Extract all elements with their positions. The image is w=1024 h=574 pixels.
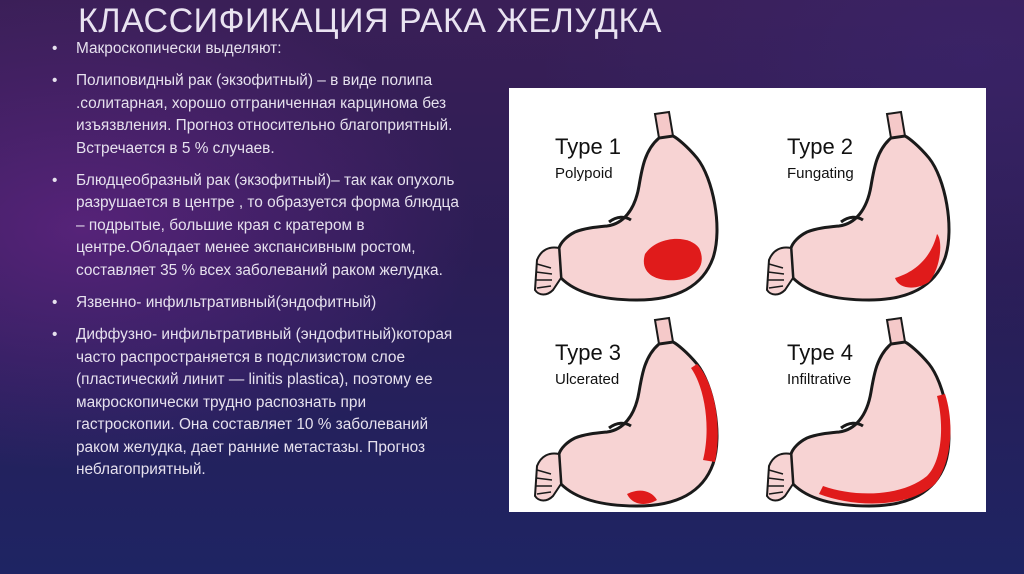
panel-type-label: Type 3 [555,340,622,365]
panel-type-label: Type 4 [787,340,854,365]
panel-type-3 [535,318,718,506]
bullet-item [50,70,460,160]
stomach-types-diagram [509,88,986,512]
slide-title: КЛАССИФИКАЦИЯ РАКА ЖЕЛУДКА [78,2,662,40]
bullet-text: Блюдцеобразный рак (экзофитный)– так как опухоль разрушается в центре , то образуется форма блюдца – подрытые, большие края с кратером в центре.Обладает менее экспансивным ростом, составляет 35 % всех заболеваний раком желудка. [76,172,459,279]
stomach-types-figure [509,88,986,512]
bullet-text: Макроскопически выделяют: [76,40,282,57]
panel-name-label: Polypoid [555,165,613,182]
bullet-text: Язвенно- инфильтративный(эндофитный) [76,294,377,312]
panel-type-4 [767,318,950,506]
panel-type-1 [535,112,717,300]
panel-type-label: Type 1 [555,134,622,159]
bullet-text: Диффузно- инфильтративный (эндофитный)которая часто распространяется в подслизистом слое (пластический линит — linitis plastica), поэтому ее макроскопически трудно распознать при гастроскопии. Она составляет 10 % заболеваний раком желудка, дает ранние метастазы. Прогноз неблагоприятный. [76,326,453,478]
bullet-marker: • [52,326,58,344]
bullet-text: Полиповидный рак (экзофитный) – в виде полипа .солитарная, хорошо отграниченная карцинома без изъязвления. Прогноз относительно благоприятный. Встречается в 5 % случаев. [76,72,453,157]
bullet-item [50,292,460,314]
panel-name-label: Infiltrative [787,371,852,388]
bullet-marker: • [52,172,58,190]
panel-name-label: Ulcerated [555,371,620,388]
bullet-item [50,324,460,481]
bullet-marker: • [52,72,58,90]
panel-type-label: Type 2 [787,134,854,159]
bullet-item [50,38,460,60]
bullet-item [50,170,460,282]
panel-type-2 [767,112,949,300]
panel-name-label: Fungating [787,165,854,182]
bullet-marker: • [52,40,58,57]
bullet-marker: • [52,294,58,312]
bullet-list [50,38,460,491]
